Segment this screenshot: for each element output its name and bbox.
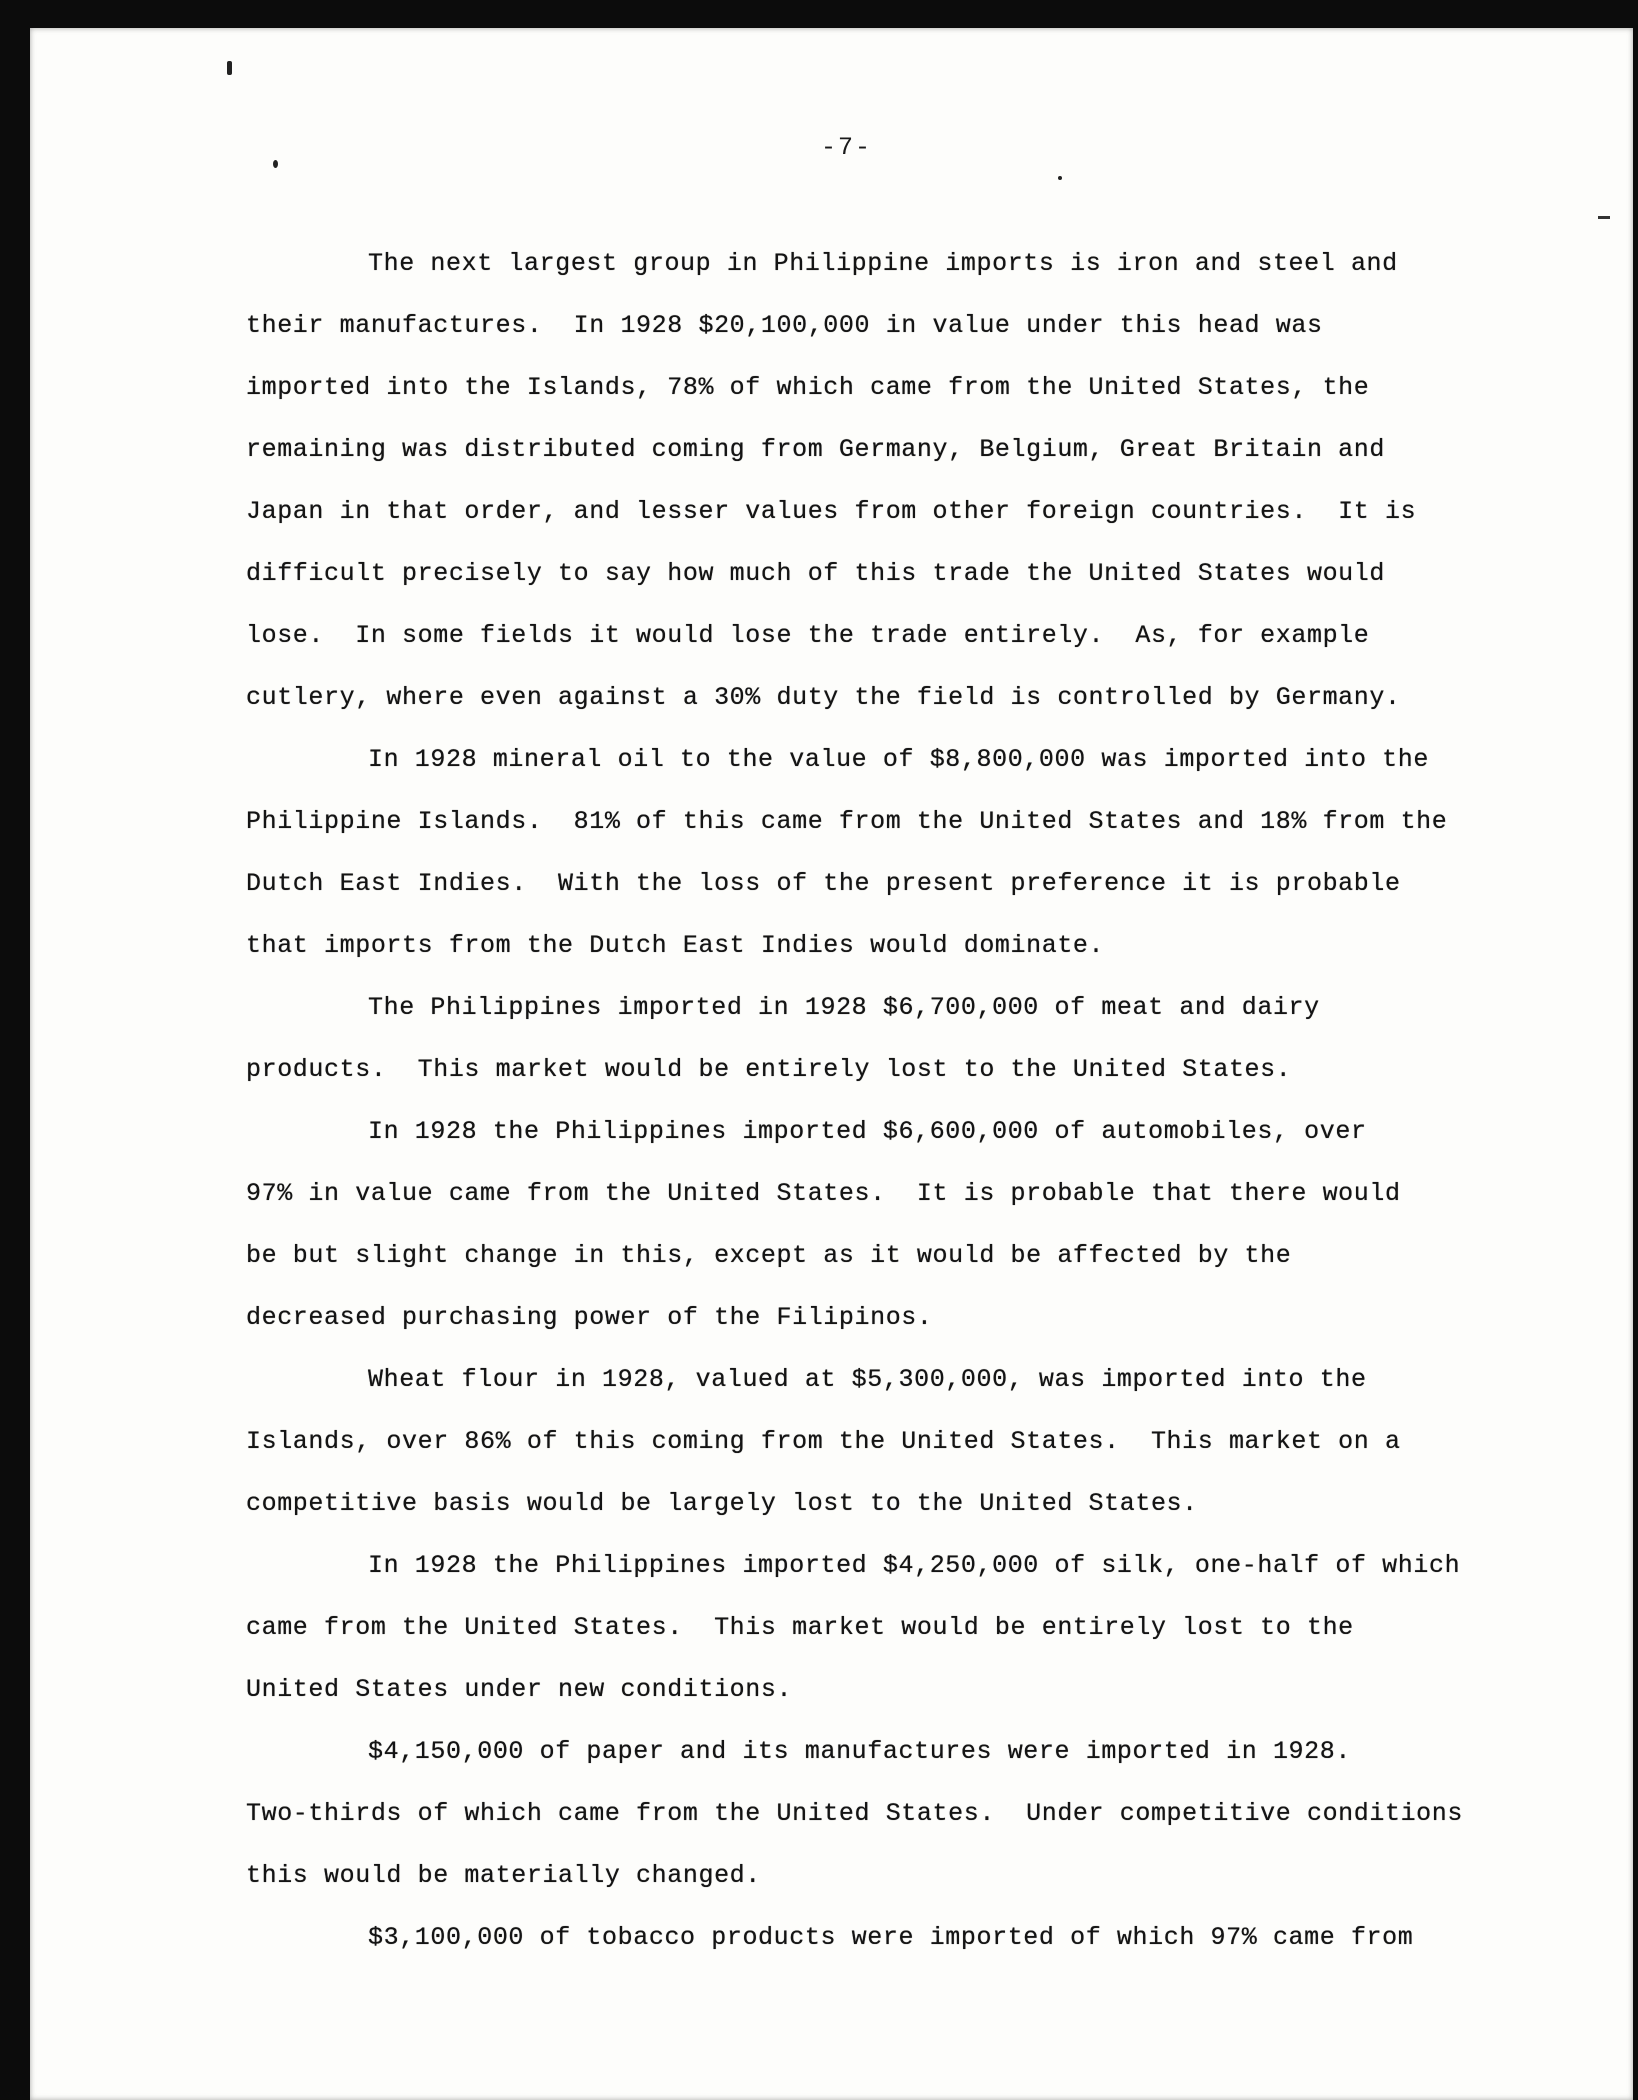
text-line: products. This market would be entirely lost to the United States. (246, 1055, 1292, 1084)
text-line: lose. In some fields it would lose the trade entirely. As, for example (246, 621, 1370, 650)
document-page (30, 28, 1633, 2100)
text-line: $4,150,000 of paper and its manufactures were imported in 1928. (368, 1737, 1351, 1766)
text-line: Dutch East Indies. With the loss of the present preference it is probable (246, 869, 1401, 898)
text-line: competitive basis would be largely lost to the United States. (246, 1489, 1198, 1518)
text-line: 97% in value came from the United States. It is probable that there would (246, 1179, 1401, 1208)
text-line: In 1928 mineral oil to the value of $8,800,000 was imported into the (368, 745, 1429, 774)
text-line: Japan in that order, and lesser values from other foreign countries. It is (246, 497, 1417, 526)
text-line: came from the United States. This market would be entirely lost to the (246, 1613, 1354, 1642)
text-line: The Philippines imported in 1928 $6,700,000 of meat and dairy (368, 993, 1320, 1022)
text-line: Wheat flour in 1928, valued at $5,300,000, was imported into the (368, 1365, 1367, 1394)
body-text (246, 233, 1496, 1969)
text-line: In 1928 the Philippines imported $6,600,000 of automobiles, over (368, 1117, 1367, 1146)
text-line: decreased purchasing power of the Filipinos. (246, 1303, 933, 1332)
text-line: this would be materially changed. (246, 1861, 761, 1890)
text-line: their manufactures. In 1928 $20,100,000 in value under this head was (246, 311, 1323, 340)
text-line: be but slight change in this, except as it would be affected by the (246, 1241, 1292, 1270)
text-line: In 1928 the Philippines imported $4,250,000 of silk, one-half of which (368, 1551, 1461, 1580)
text-line: that imports from the Dutch East Indies would dominate. (246, 931, 1105, 960)
text-line: Two-thirds of which came from the United States. Under competitive conditions (246, 1799, 1463, 1828)
text-line: difficult precisely to say how much of this trade the United States would (246, 559, 1385, 588)
text-line: remaining was distributed coming from Germany, Belgium, Great Britain and (246, 435, 1385, 464)
text-line: United States under new conditions. (246, 1675, 793, 1704)
text-line: imported into the Islands, 78% of which came from the United States, the (246, 373, 1370, 402)
scan-edge-mark (1598, 216, 1610, 219)
text-line: The next largest group in Philippine imports is iron and steel and (368, 249, 1398, 278)
text-line: Philippine Islands. 81% of this came from the United States and 18% from the (246, 807, 1448, 836)
scan-speck (227, 61, 232, 75)
text-line: cutlery, where even against a 30% duty the field is controlled by Germany. (246, 683, 1401, 712)
text-line: $3,100,000 of tobacco products were imported of which 97% came from (368, 1923, 1414, 1952)
scan-speck (1058, 176, 1062, 180)
page-number: -7- (820, 133, 872, 162)
text-line: Islands, over 86% of this coming from the United States. This market on a (246, 1427, 1401, 1456)
